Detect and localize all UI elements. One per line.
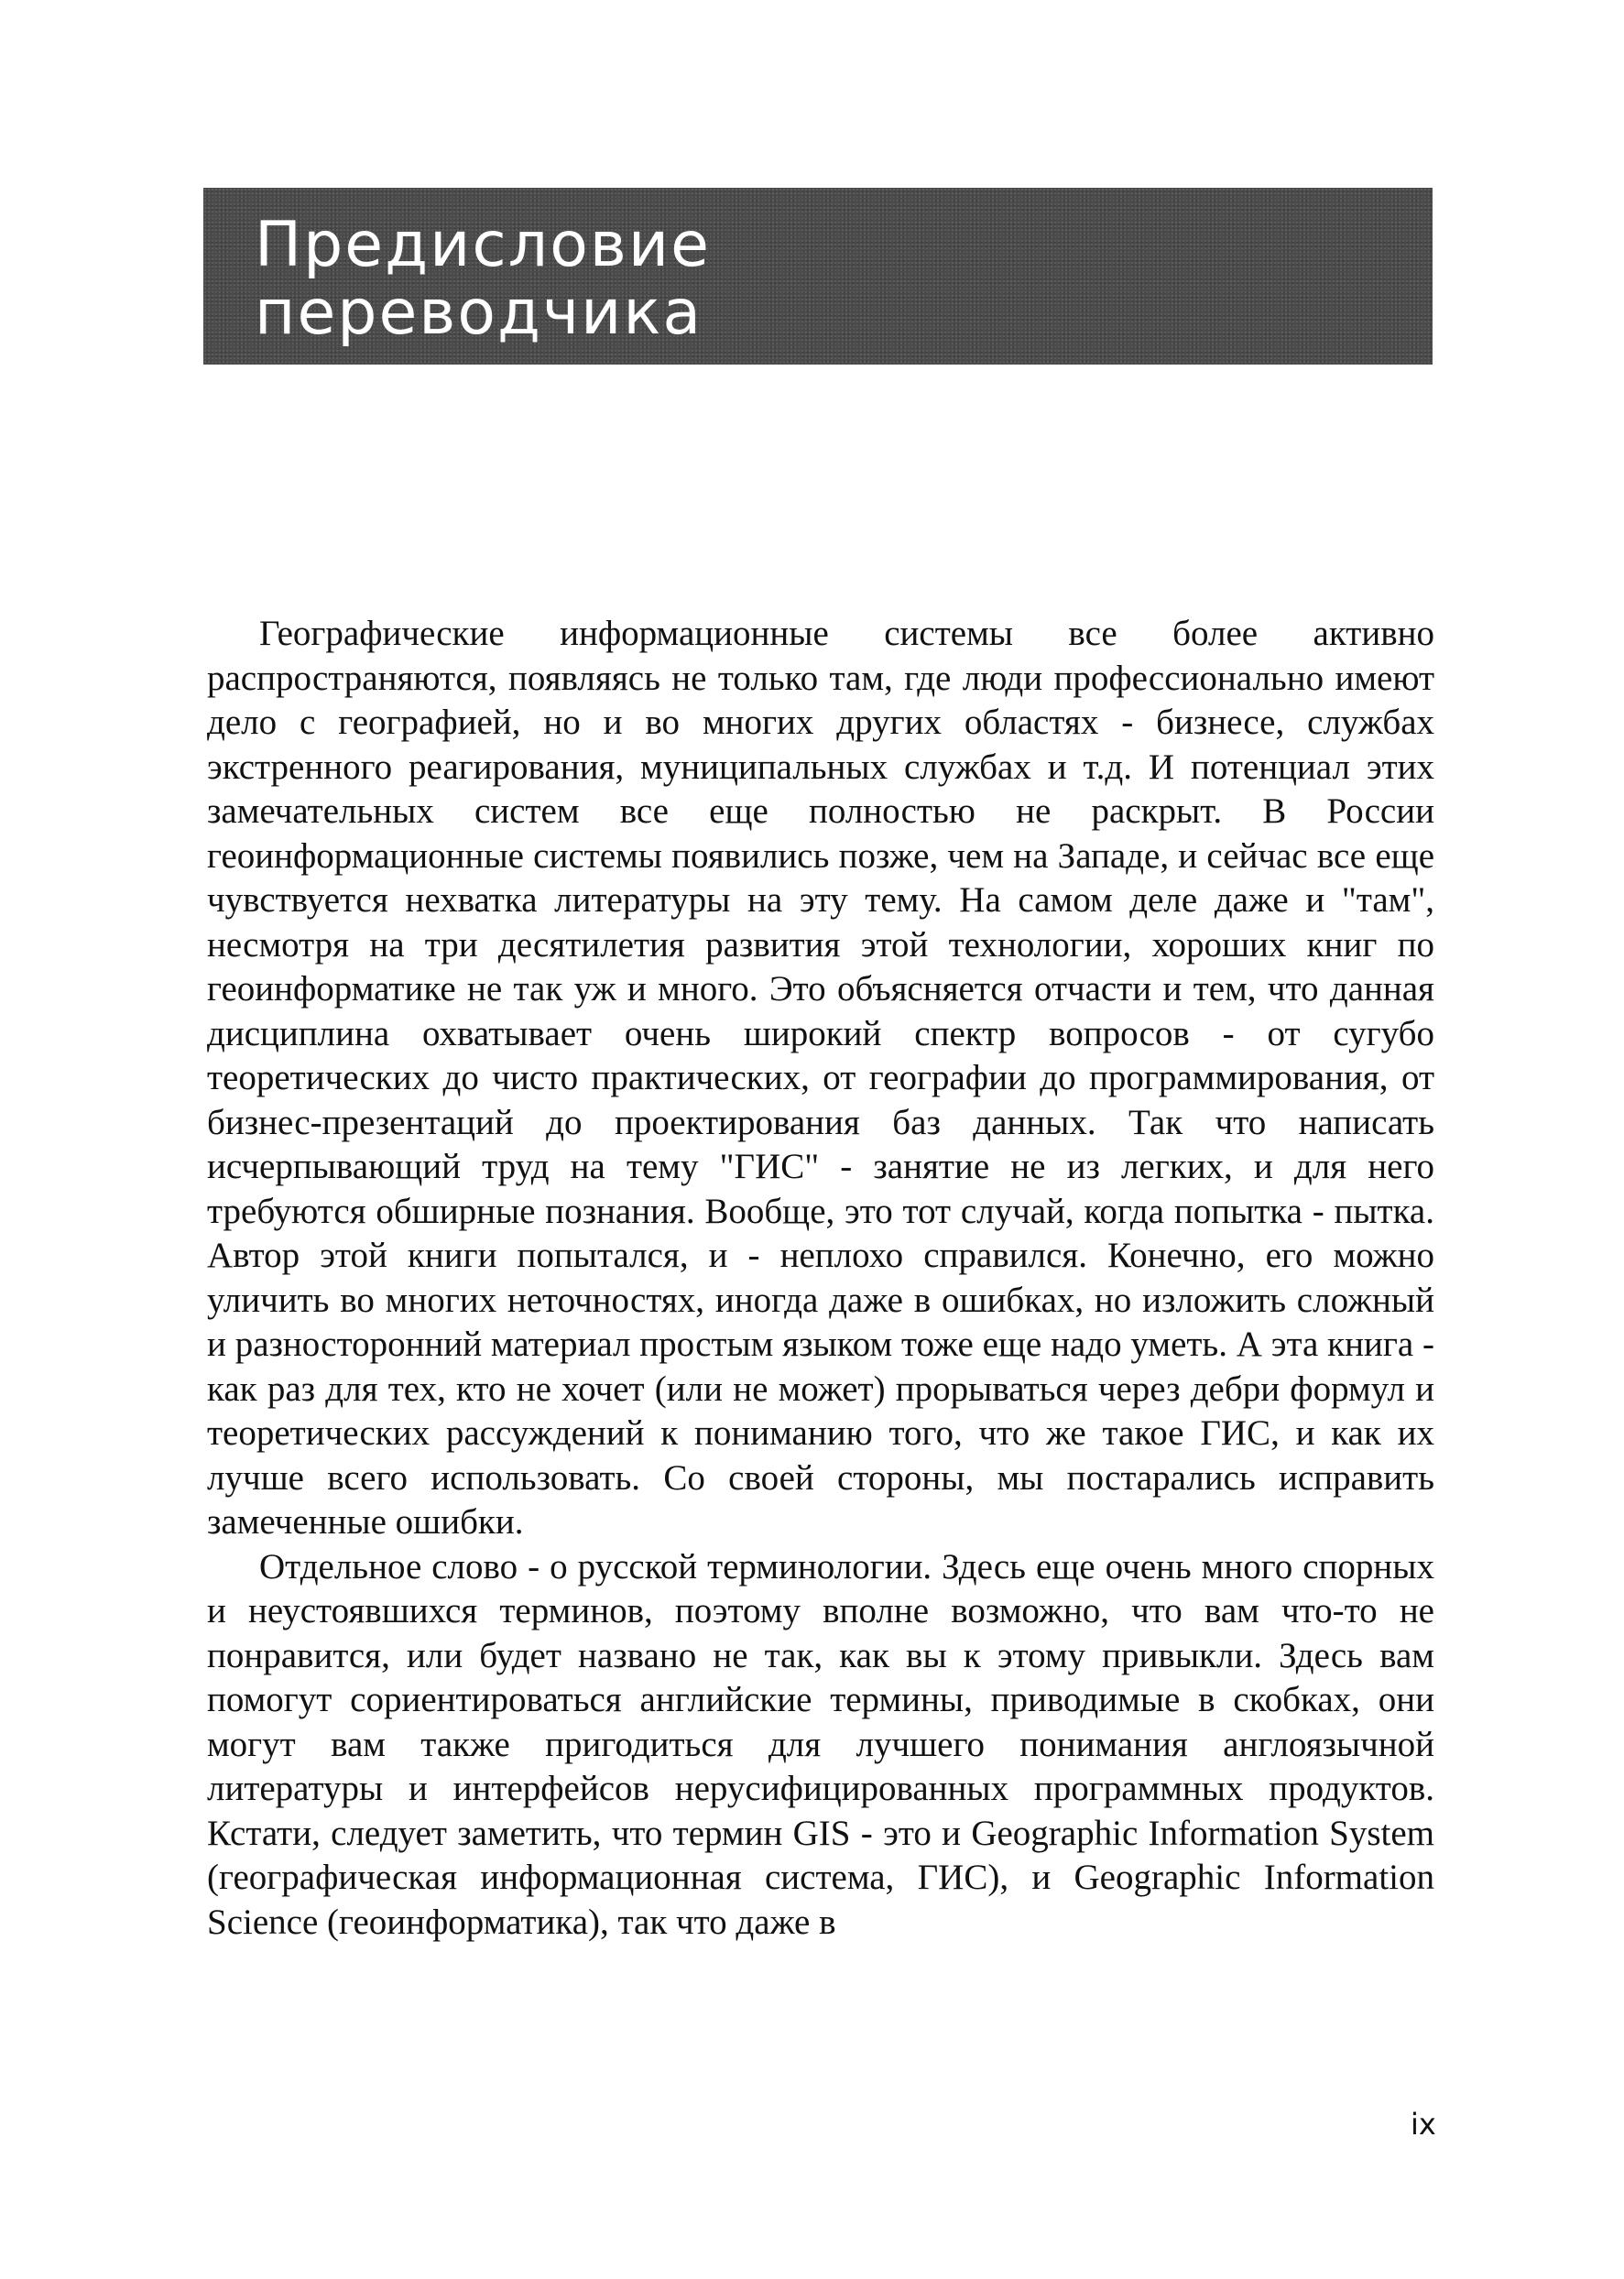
page-number: ix xyxy=(1411,2107,1436,2142)
chapter-title xyxy=(255,209,711,349)
body-text xyxy=(207,612,1434,1945)
chapter-header-band xyxy=(203,188,1433,365)
chapter-title-line-1: Предисловие xyxy=(255,209,711,281)
chapter-title-line-2: переводчика xyxy=(255,277,703,349)
paragraph: Географические информационные системы все более активно распространяются, появляясь не только там, где люди профессионально имеют дело с географией, но и во многих других областях - бизнесе, службах экстренного реагирования, муниципальных службах и т.д. И потенциал этих замечательных систем все еще полностью не раскрыт. В России геоинформационные системы появились позже, чем на Западе, и сейчас все еще чувствуется нехватка литературы на эту тему. На самом деле даже и "там", несмотря на три десятилетия развития этой технологии, хороших книг по геоинформатике не так уж и много. Это объясняется отчасти и тем, что данная дисциплина охватывает очень широкий спектр вопросов - от сугубо теоретических до чисто практических, от географии до программирования, от бизнес-презентаций до проектирования баз данных. Так что написать исчерпывающий труд на тему "ГИС" - занятие не из легких, и для него требуются обширные познания. Вообще, это тот случай, когда попытка - пытка. Автор этой книги попытался, и - неплохо справился. Конечно, его можно уличить во многих неточностях, иногда даже в ошибках, но изложить сложный и разносторонний материал простым языком тоже еще надо уметь. А эта книга - как раз для тех, кто не хочет (или не может) прорываться через дебри формул и теоретических рассуждений к пониманию того, что же такое ГИС, и как их лучше всего использовать. Со своей стороны, мы постарались исправить замеченные ошибки. xyxy=(207,614,1434,1542)
paragraph: Отдельное слово - о русской терминологии. Здесь еще очень много спорных и неустоявшихся терминов, поэтому вполне возможно, что вам что-то не понравится, или будет названо не так, как вы к этому привыкли. Здесь вам помогут сориентироваться английские термины, приводимые в скобках, они могут вам также пригодиться для лучшего понимания англоязычной литературы и интерфейсов нерусифицированных программных продуктов. Кстати, следует заметить, что термин GIS - это и Geographic Information System (географическая информационная система, ГИС), и Geographic Information Science (геоинформатика), так что даже в xyxy=(207,1546,1434,1942)
